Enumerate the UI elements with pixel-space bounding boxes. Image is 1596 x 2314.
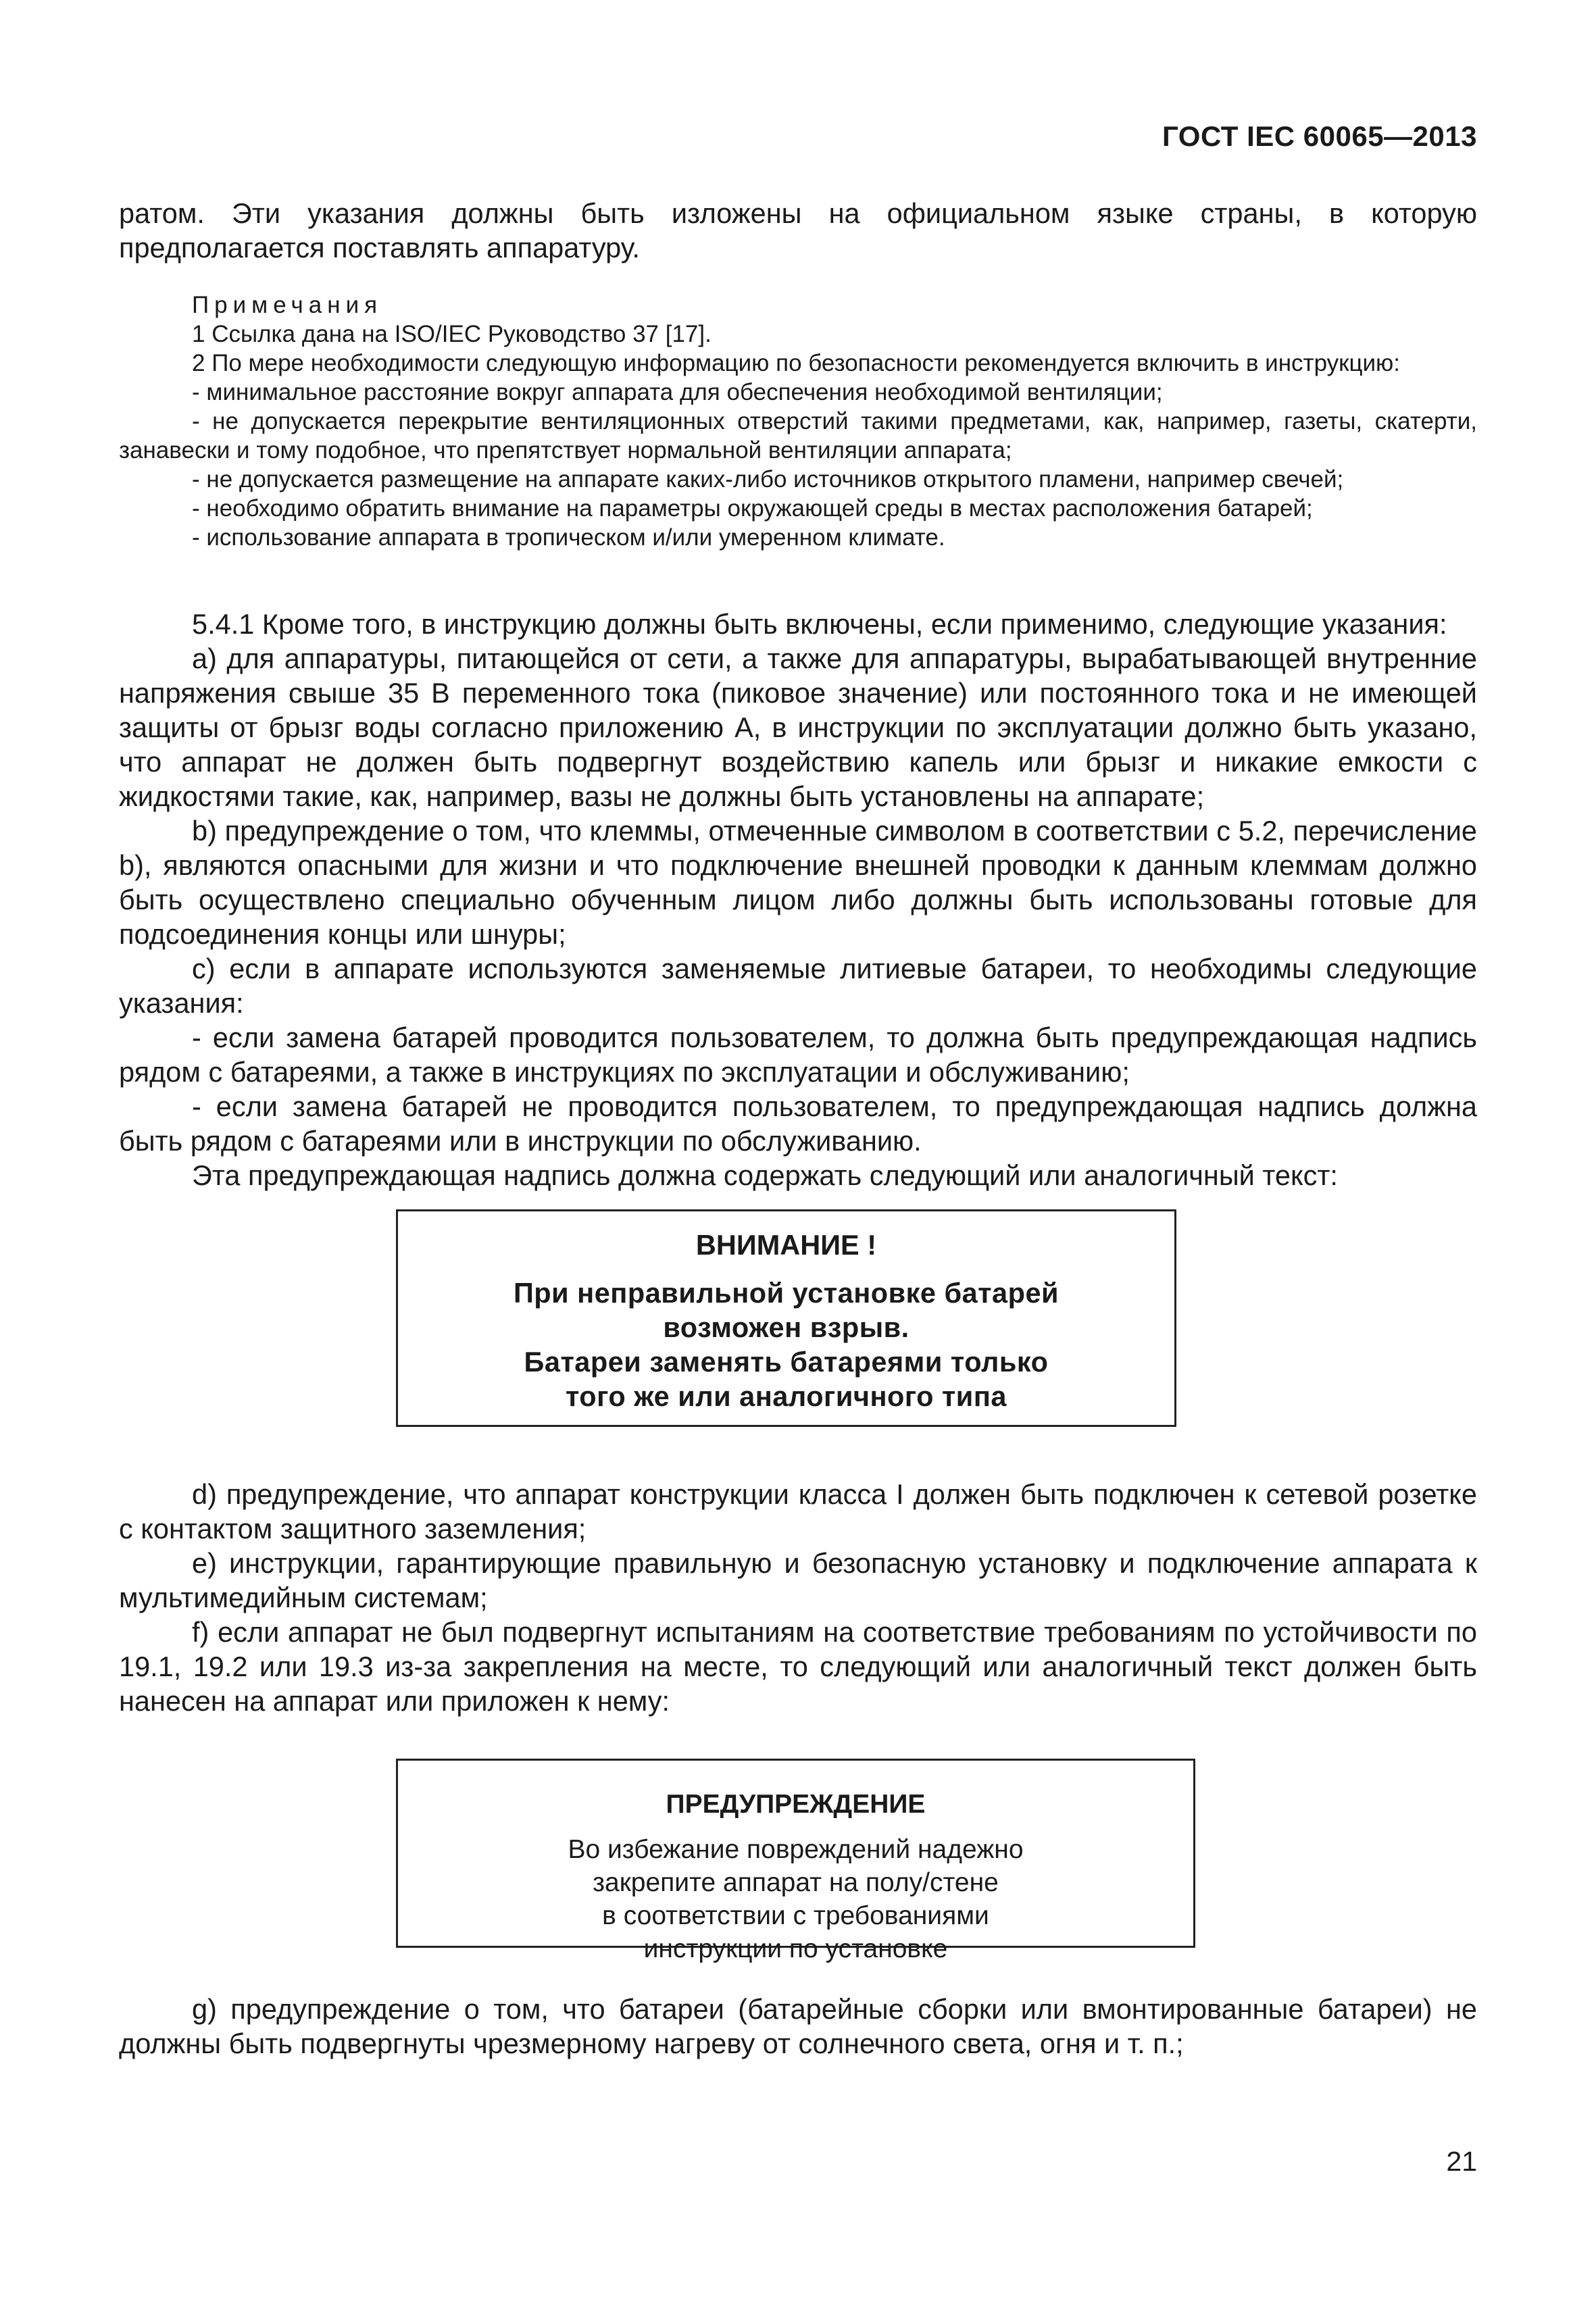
- note-item: - необходимо обратить внимание на параметры окружающей среды в местах расположения батарей;: [192, 495, 1313, 522]
- warning-box-line: возможен взрыв.: [663, 1311, 909, 1343]
- warning-box-line: При неправильной установке батарей: [513, 1277, 1059, 1309]
- warning-box-title: ВНИМАНИЕ !: [695, 1229, 877, 1261]
- paragraph: е) инструкции, гарантирующие правильную и безопасную установку и подключение аппарата к мультимедийным системам;: [119, 1547, 1477, 1613]
- section-g: [119, 1992, 1477, 2061]
- note-item: - не допускается размещение на аппарате каких-либо источников открытого пламени, например свечей;: [192, 466, 1344, 493]
- section-d-f: [119, 1477, 1477, 1718]
- intro-paragraph: [119, 196, 1477, 265]
- warning-box-line: в соответствии с требованиями: [602, 1901, 989, 1930]
- note-item: - использование аппарата в тропическом и/или умеренном климате.: [192, 524, 945, 551]
- paragraph: - если замена батарей не проводится пользователем, то предупреждающая надпись должна быть рядом с батареями или в инструкции по обслуживанию.: [119, 1090, 1477, 1157]
- paragraph: g) предупреждение о том, что батареи (батарейные сборки или вмонтированные батареи) не должны быть подвергнуты чрезмерному нагреву от солнечного света, огня и т. п.;: [119, 1993, 1477, 2059]
- warning-box-line: закрепите аппарат на полу/стене: [593, 1868, 999, 1897]
- notes-title: Примечания: [192, 292, 383, 318]
- section-5-4-1: [119, 607, 1477, 1192]
- note-item: - минимальное расстояние вокруг аппарата для обеспечения необходимой вентиляции;: [192, 379, 1163, 405]
- warning-box-battery: [396, 1209, 1176, 1427]
- warning-box-line: того же или аналогичного типа: [566, 1380, 1007, 1412]
- notes-block: [119, 291, 1477, 552]
- note-item: 2 По мере необходимости следующую информацию по безопасности рекомендуется включить в инструкцию:: [192, 350, 1401, 376]
- warning-box-title: ПРЕДУПРЕЖДЕНИЕ: [666, 1790, 926, 1819]
- note-item: 1 Ссылка дана на ISO/IEC Руководство 37 [17].: [192, 321, 712, 347]
- paragraph: 5.4.1 Кроме того, в инструкцию должны быть включены, если применимо, следующие указания:: [192, 608, 1447, 640]
- paragraph: а) для аппаратуры, питающейся от сети, а также для аппаратуры, вырабатывающей внутренние напряжения свыше 35 В переменного тока (пиковое значение) или постоянного тока и не имеющей защиты от брызг воды согласно приложению А, в инструкции по эксплуатации должно быть указано, что аппарат не должен быть подвергнут воздействию капель или брызг и никакие емкости с жидкостями такие, как, например, вазы не должны быть установлены на аппарате;: [119, 643, 1477, 812]
- paragraph: - если замена батарей проводится пользователем, то должна быть предупреждающая надпись рядом с батареями, а также в инструкциях по эксплуатации и обслуживанию;: [119, 1022, 1477, 1088]
- document-code: ГОСТ IEC 60065—2013: [1162, 120, 1477, 152]
- warning-box-line: Батареи заменять батареями только: [524, 1346, 1049, 1378]
- warning-box-line: инструкции по установке: [643, 1934, 948, 1963]
- warning-box-mounting: [396, 1759, 1195, 1963]
- intro-text: ратом. Эти указания должны быть изложены на официальном языке страны, в которую предполагается поставлять аппаратуру.: [119, 197, 1477, 263]
- paragraph: d) предупреждение, что аппарат конструкции класса I должен быть подключен к сетевой розетке с контактом защитного заземления;: [119, 1478, 1477, 1544]
- page-number: 21: [1446, 2146, 1477, 2177]
- paragraph: с) если в аппарате используются заменяемые литиевые батареи, то необходимы следующие указания:: [119, 953, 1477, 1019]
- paragraph: b) предупреждение о том, что клеммы, отмеченные символом в соответствии с 5.2, перечисление b), являются опасными для жизни и что подключение внешней проводки к данным клеммам должно быть осуществлено специально обученным лицом либо должны быть использованы готовые для подсоединения концы или шнуры;: [119, 815, 1477, 950]
- warning-box-line: Во избежание повреждений надежно: [568, 1835, 1024, 1864]
- note-item: - не допускается перекрытие вентиляционных отверстий такими предметами, как, например, газеты, скатерти, занавески и тому подобное, что препятствует нормальной вентиляции аппарата;: [119, 408, 1477, 463]
- paragraph: f) если аппарат не был подвергнут испытаниям на соответствие требованиям по устойчивости по 19.1, 19.2 или 19.3 из-за закрепления на месте, то следующий или аналогичный текст должен быть нанесен на аппарат или приложен к нему:: [119, 1616, 1477, 1717]
- paragraph: Эта предупреждающая надпись должна содержать следующий или аналогичный текст:: [192, 1159, 1338, 1191]
